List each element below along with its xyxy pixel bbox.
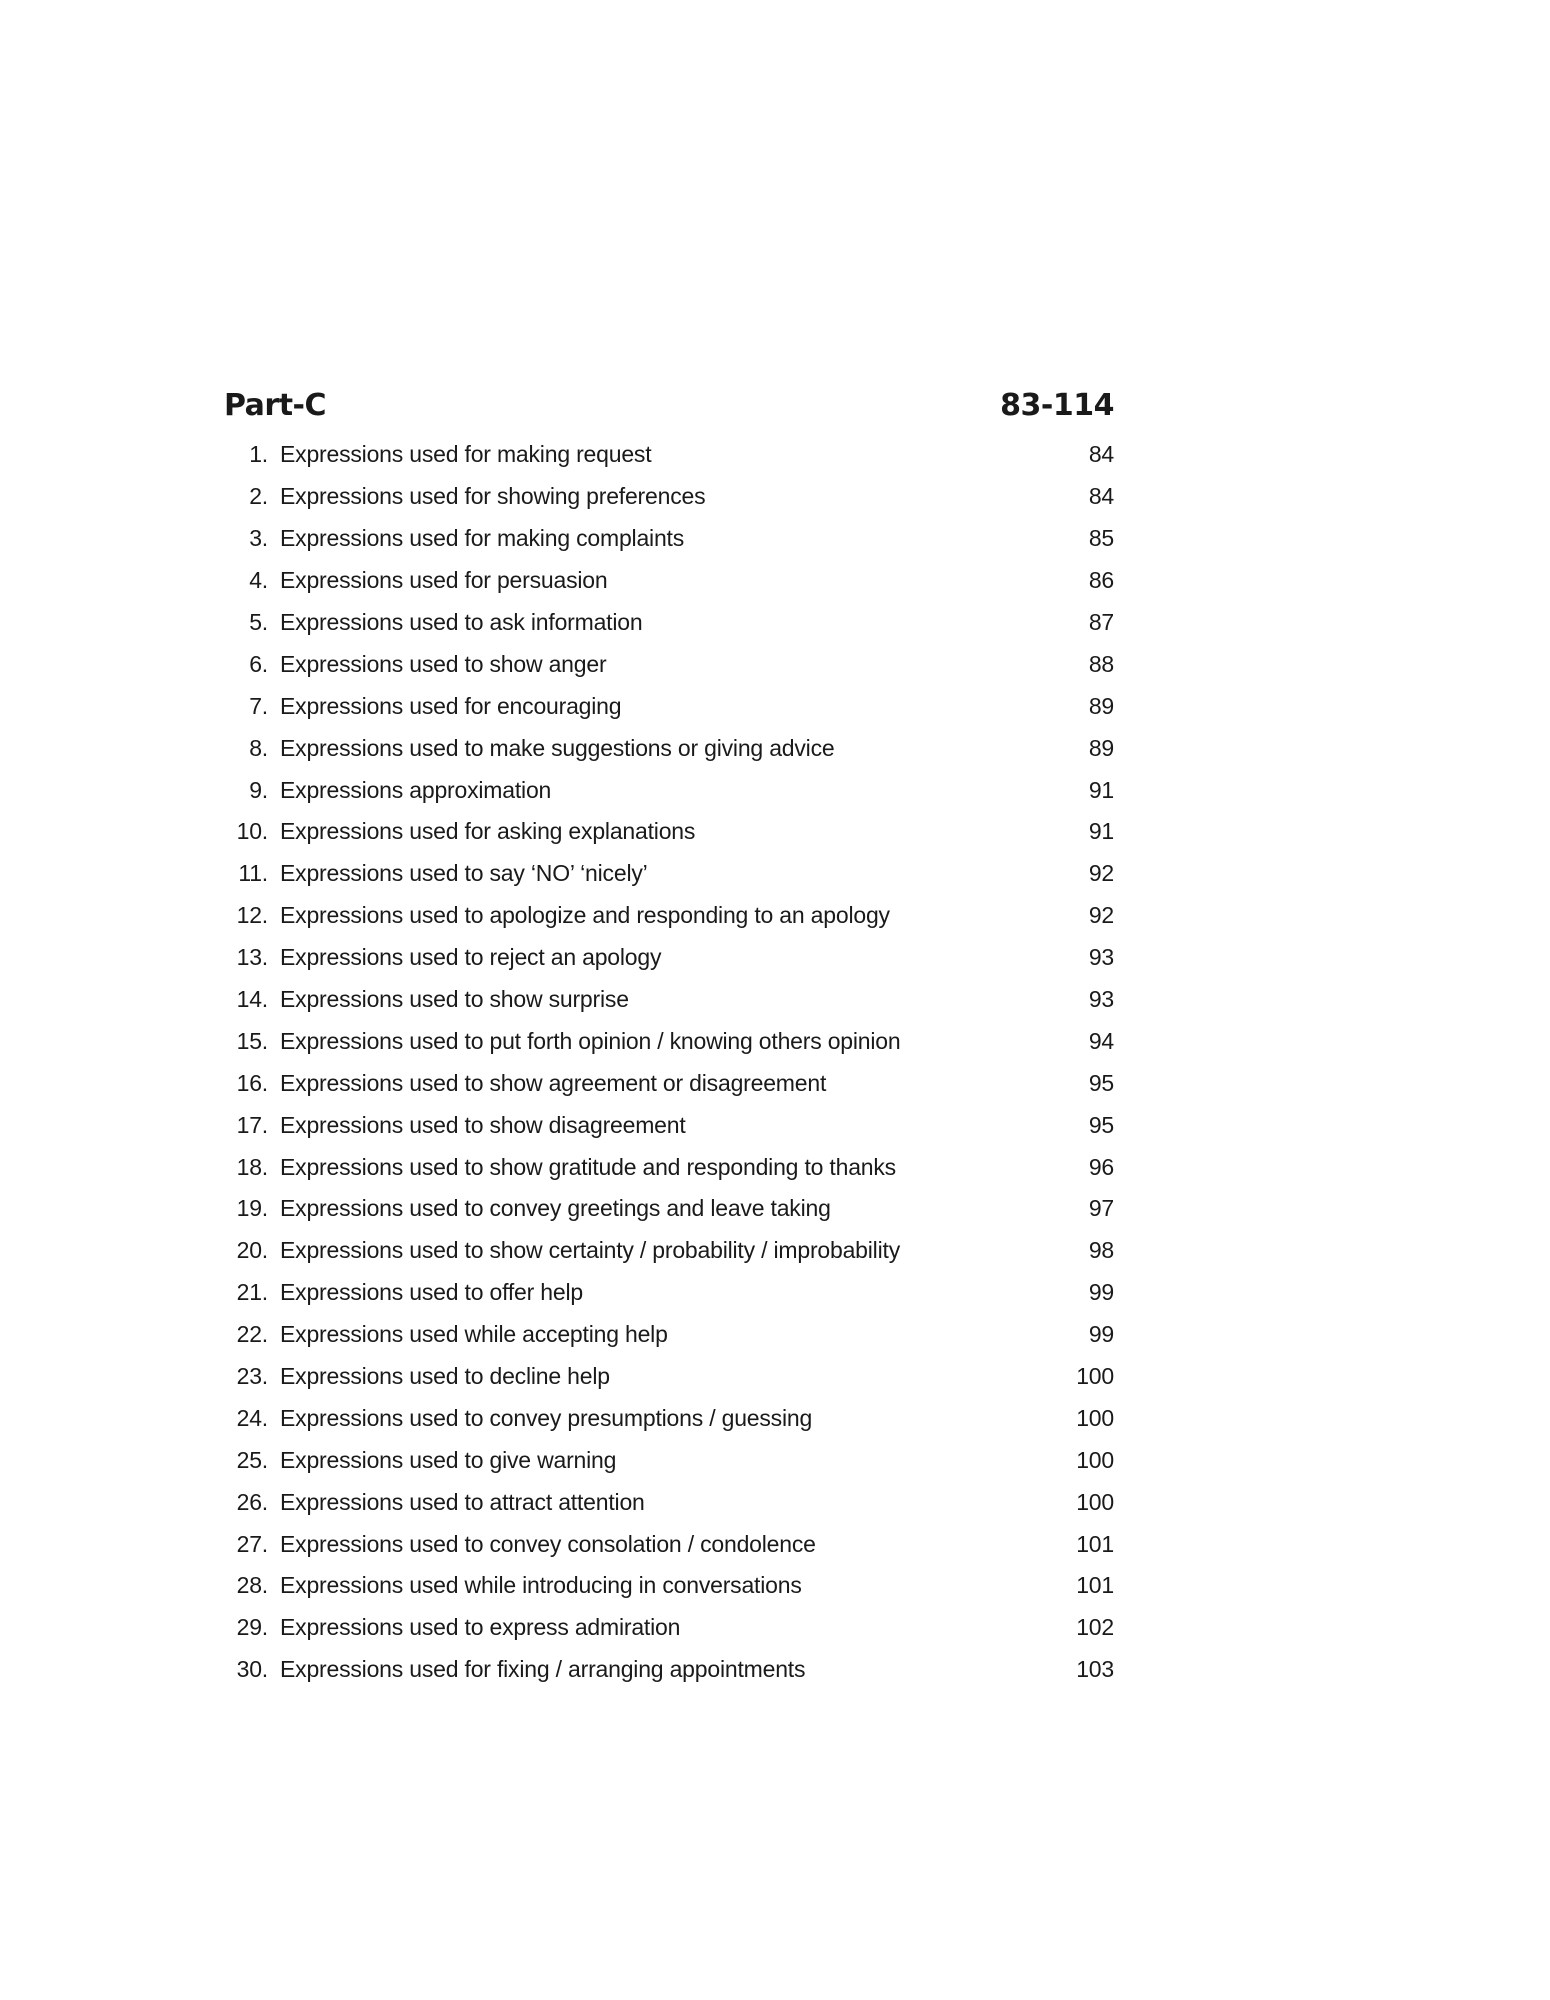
toc-entry-page-number: 84 (1088, 483, 1114, 510)
toc-entry (224, 560, 1114, 602)
toc-entry-title: Expressions used for asking explanations (280, 818, 696, 845)
toc-entry (224, 685, 1114, 727)
toc-entry-page-number: 100 (1076, 1446, 1114, 1473)
toc-entry-number: 8. (249, 734, 268, 761)
toc-entry-page-number: 101 (1076, 1572, 1114, 1599)
toc-entry-page-number: 102 (1076, 1614, 1114, 1641)
toc-entry (224, 434, 1114, 476)
toc-entry-title: Expressions used to show disagreement (280, 1111, 686, 1138)
toc-entry-number: 29. (236, 1614, 268, 1641)
toc-entry-page-number: 89 (1088, 692, 1114, 719)
toc-entry-page-number: 89 (1088, 734, 1114, 761)
toc-entry-page-number: 93 (1088, 986, 1114, 1013)
toc-entry-number: 11. (238, 860, 268, 887)
toc-entry-number: 25. (236, 1446, 268, 1473)
toc-entry-page-number: 97 (1088, 1195, 1114, 1222)
toc-entry (224, 1565, 1114, 1607)
toc-entry-title: Expressions used to say ‘NO’ ‘nicely’ (280, 860, 648, 887)
toc-entry (224, 1356, 1114, 1398)
toc-entry-number: 4. (249, 567, 268, 594)
toc-entry-title: Expressions used for persuasion (280, 567, 608, 594)
toc-entry-number: 19. (236, 1195, 268, 1222)
toc-entry (224, 1272, 1114, 1314)
toc-entry (224, 1607, 1114, 1649)
toc-entry-number: 10. (236, 818, 268, 845)
toc-entry-title: Expressions used to show certainty / probability / improbability (280, 1237, 900, 1264)
toc-entry-title: Expressions used to express admiration (280, 1614, 681, 1641)
toc-entry-number: 6. (249, 650, 268, 677)
toc-entry-number: 7. (249, 692, 268, 719)
toc-entry-number: 18. (236, 1153, 268, 1180)
toc-entry (224, 937, 1114, 979)
toc-entry-title: Expressions used to reject an apology (280, 944, 662, 971)
toc-entry-title: Expressions used to make suggestions or giving advice (280, 734, 835, 761)
toc-entry-page-number: 95 (1088, 1069, 1114, 1096)
toc-entry (224, 1439, 1114, 1481)
toc-entry-page-number: 87 (1088, 609, 1114, 635)
toc-entry-page-number: 92 (1088, 860, 1114, 887)
toc-entry (224, 727, 1114, 769)
toc-entry-number: 20. (236, 1237, 268, 1264)
toc-entry-page-number: 103 (1076, 1656, 1114, 1683)
toc-entry (224, 643, 1114, 685)
toc-entry-number: 27. (236, 1530, 268, 1557)
toc-entry-title: Expressions used to convey presumptions / guessing (280, 1404, 813, 1431)
toc-entry-page-number: 85 (1088, 525, 1114, 552)
toc-entry-number: 2. (249, 483, 268, 510)
toc-entry-title: Expressions used for fixing / arranging appointments (280, 1656, 806, 1683)
toc-entry-title: Expressions used to put forth opinion / knowing others opinion (280, 1027, 901, 1054)
toc-entry (224, 1314, 1114, 1356)
toc-entry-title: Expressions used to give warning (280, 1446, 617, 1473)
toc-entry-title: Expressions used for making complaints (280, 525, 685, 552)
toc-entry-number: 9. (249, 776, 268, 803)
toc-entry-page-number: 98 (1088, 1237, 1114, 1264)
toc-entry-number: 14. (236, 986, 268, 1013)
toc-entry-title: Expressions used to attract attention (280, 1488, 645, 1515)
toc-entry-title: Expressions used to convey greetings and leave taking (280, 1195, 831, 1222)
toc-entry (224, 979, 1114, 1021)
table-of-contents (224, 388, 1114, 1691)
toc-entry-number: 26. (236, 1488, 268, 1515)
toc-entry-page-number: 100 (1076, 1488, 1114, 1515)
toc-entry-title: Expressions used for showing preferences (280, 483, 706, 510)
toc-entry-number: 22. (236, 1321, 268, 1348)
toc-entry (224, 1230, 1114, 1272)
toc-entry (224, 853, 1114, 895)
toc-entry (224, 1649, 1114, 1691)
toc-entry (224, 769, 1114, 811)
toc-entry-page-number: 86 (1088, 567, 1114, 594)
toc-entry-title: Expressions used to ask information (280, 609, 643, 635)
toc-entry-page-number: 99 (1088, 1321, 1114, 1348)
section-header (224, 388, 1114, 434)
toc-entry-page-number: 101 (1076, 1530, 1114, 1557)
toc-entry-title: Expressions used for making request (280, 441, 652, 468)
toc-entry-page-number: 91 (1088, 818, 1114, 845)
toc-entry (224, 1020, 1114, 1062)
toc-entry-title: Expressions used to show agreement or disagreement (280, 1069, 827, 1096)
toc-entry-page-number: 99 (1088, 1279, 1114, 1306)
toc-entry-page-number: 94 (1088, 1027, 1114, 1054)
toc-entry-page-number: 93 (1088, 944, 1114, 971)
toc-entry-title: Expressions used while accepting help (280, 1321, 668, 1348)
toc-entry (224, 1146, 1114, 1188)
toc-entry-page-number: 84 (1088, 441, 1114, 468)
toc-entry (224, 1188, 1114, 1230)
toc-entry-page-number: 88 (1088, 650, 1114, 677)
toc-entry-number: 17. (236, 1111, 268, 1138)
toc-entry (224, 895, 1114, 937)
toc-entry-page-number: 92 (1088, 902, 1114, 929)
toc-entry-number: 23. (236, 1363, 268, 1390)
toc-entry-title: Expressions used to show anger (280, 650, 607, 677)
toc-entry-title: Expressions used to decline help (280, 1363, 610, 1390)
toc-entry-number: 12. (236, 902, 268, 929)
section-title: Part-C (224, 388, 327, 423)
toc-entry-number: 21. (236, 1279, 268, 1306)
toc-entry-page-number: 100 (1076, 1363, 1114, 1390)
toc-entry (224, 1397, 1114, 1439)
toc-entry (224, 811, 1114, 853)
toc-entry-title: Expressions used while introducing in conversations (280, 1572, 802, 1599)
toc-entry-title: Expressions used to show surprise (280, 986, 629, 1013)
toc-entry-title: Expressions used to offer help (280, 1279, 583, 1306)
toc-entry-title: Expressions used to apologize and responding to an apology (280, 902, 890, 929)
toc-entry-number: 28. (236, 1572, 268, 1599)
toc-entry-number: 3. (249, 525, 268, 552)
toc-entry-title: Expressions used to convey consolation / condolence (280, 1530, 816, 1557)
toc-entry (224, 518, 1114, 560)
toc-entry (224, 602, 1114, 644)
toc-entry-number: 15. (236, 1027, 268, 1054)
toc-entry-title: Expressions approximation (280, 776, 552, 803)
toc-entry-number: 16. (236, 1069, 268, 1096)
toc-entry-number: 30. (236, 1656, 268, 1683)
toc-entry-page-number: 91 (1088, 776, 1114, 803)
toc-entry-title: Expressions used for encouraging (280, 692, 622, 719)
section-page-range: 83-114 (1000, 388, 1114, 423)
toc-entry-list (224, 434, 1114, 1691)
toc-entry-page-number: 100 (1076, 1404, 1114, 1431)
toc-entry (224, 476, 1114, 518)
toc-entry-page-number: 96 (1088, 1153, 1114, 1180)
toc-entry-page-number: 95 (1088, 1111, 1114, 1138)
toc-entry (224, 1481, 1114, 1523)
toc-entry-title: Expressions used to show gratitude and responding to thanks (280, 1153, 896, 1180)
toc-entry (224, 1523, 1114, 1565)
toc-entry-number: 5. (249, 609, 268, 635)
toc-entry-number: 1. (249, 441, 268, 468)
toc-entry-number: 13. (236, 944, 268, 971)
toc-entry (224, 1104, 1114, 1146)
toc-entry-number: 24. (236, 1404, 268, 1431)
toc-entry (224, 1062, 1114, 1104)
